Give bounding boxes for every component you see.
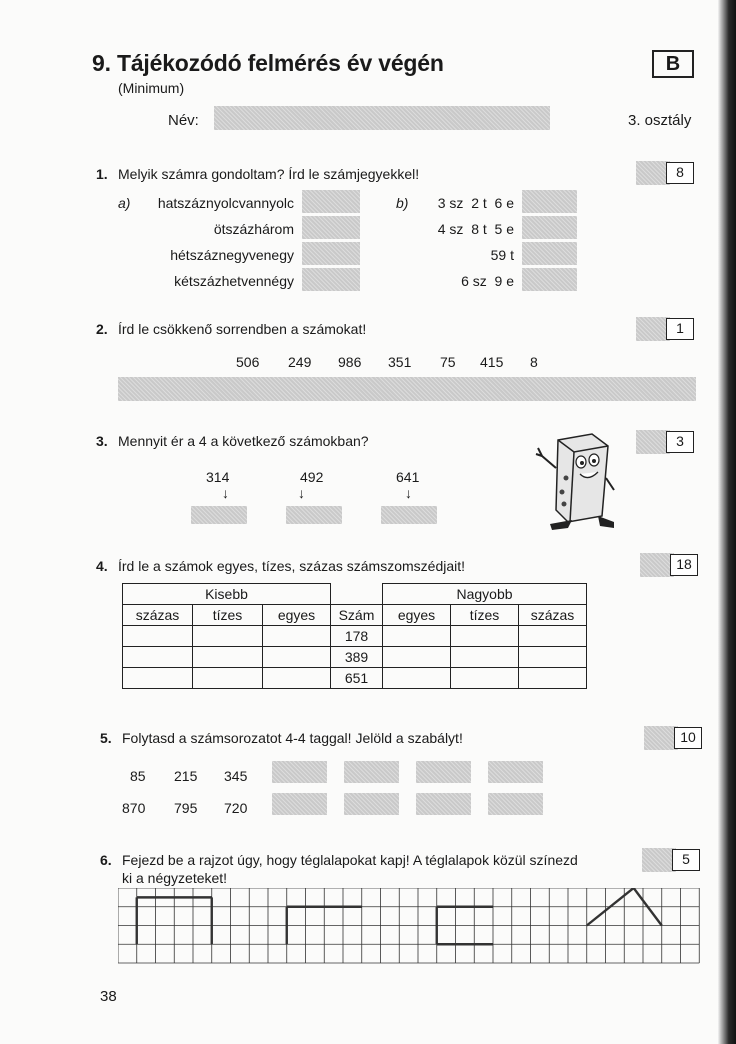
q1-score-field[interactable] [636, 161, 670, 185]
q3-number-item: 492 [300, 469, 324, 485]
q6-number: 6. [100, 852, 112, 868]
table-cell-input[interactable] [519, 626, 587, 647]
q1-b-answer-field[interactable] [522, 242, 577, 265]
q1-number: 1. [96, 166, 108, 182]
name-input[interactable] [214, 106, 550, 130]
q3-number: 3. [96, 433, 108, 449]
table-header: egyes [263, 605, 331, 626]
table-row [123, 647, 587, 668]
table-cell-input[interactable] [193, 626, 263, 647]
q2-score-field[interactable] [636, 317, 670, 341]
table-header: tízes [193, 605, 263, 626]
q5-answer-field[interactable] [416, 761, 471, 783]
table-spacer [331, 584, 383, 605]
q1-b-answer-field[interactable] [522, 190, 577, 213]
q2-number-item: 415 [480, 354, 504, 370]
q3-answer-field[interactable] [286, 506, 342, 524]
table-cell-number: 178 [331, 626, 383, 647]
q1-b-answer-field[interactable] [522, 216, 577, 239]
q2-number-item: 506 [236, 354, 260, 370]
q2-number-item: 986 [338, 354, 362, 370]
q1-b-item: 4 sz 8 t 5 e [437, 221, 514, 237]
q1-a-item: hatszáznyolcvannyolc [157, 195, 294, 211]
table-group-header: Nagyobb [383, 584, 587, 605]
q5-sequence-item: 215 [174, 768, 198, 784]
table-header: egyes [383, 605, 451, 626]
q6-text-line2: ki a négyzeteket! [122, 870, 228, 886]
q5-answer-field[interactable] [488, 761, 543, 783]
table-header: tízes [451, 605, 519, 626]
table-cell-input[interactable] [451, 668, 519, 689]
q4-max-score: 18 [670, 554, 698, 576]
q1-b-label: b) [396, 195, 409, 211]
version-badge: B [652, 50, 694, 78]
table-row [123, 626, 587, 647]
table-cell-number: 389 [331, 647, 383, 668]
drawing-grid[interactable] [118, 888, 700, 964]
q3-max-score: 3 [666, 431, 694, 453]
table-cell-input[interactable] [193, 668, 263, 689]
q1-b-item: 6 sz 9 e [461, 273, 514, 289]
page-number: 38 [100, 988, 117, 1005]
q2-answer-field[interactable] [118, 377, 696, 401]
arrow-down-icon: ↓ [298, 485, 305, 501]
q5-answer-field[interactable] [272, 793, 327, 815]
table-cell-input[interactable] [383, 668, 451, 689]
q5-sequence-item: 795 [174, 800, 198, 816]
neighbors-table [122, 583, 587, 689]
table-cell-input[interactable] [263, 668, 331, 689]
q3-text: Mennyit ér a 4 a következő számokban? [118, 433, 369, 449]
q5-max-score: 10 [674, 727, 702, 749]
class-label: 3. osztály [628, 112, 692, 129]
q5-answer-field[interactable] [416, 793, 471, 815]
table-row [123, 668, 587, 689]
q2-number-item: 249 [288, 354, 312, 370]
table-cell-input[interactable] [451, 626, 519, 647]
q3-number-item: 641 [396, 469, 420, 485]
table-cell-input[interactable] [263, 626, 331, 647]
table-cell-input[interactable] [123, 626, 193, 647]
q5-answer-field[interactable] [344, 793, 399, 815]
q4-text: Írd le a számok egyes, tízes, százas számszomszédjait! [118, 558, 466, 574]
q2-number-item: 75 [440, 354, 456, 370]
q1-a-item: hétszáznegyvenegy [170, 247, 294, 263]
table-cell-input[interactable] [123, 647, 193, 668]
q4-score-field[interactable] [640, 553, 674, 577]
table-cell-input[interactable] [519, 647, 587, 668]
q5-answer-field[interactable] [488, 793, 543, 815]
table-header: százas [519, 605, 587, 626]
table-cell-input[interactable] [263, 647, 331, 668]
q1-b-item: 3 sz 2 t 6 e [437, 195, 514, 211]
table-cell-input[interactable] [383, 647, 451, 668]
q1-a-answer-field[interactable] [302, 268, 360, 291]
dice-mascot-icon [528, 428, 618, 538]
q5-answer-field[interactable] [344, 761, 399, 783]
table-cell-number: 651 [331, 668, 383, 689]
q1-text: Melyik számra gondoltam? Írd le számjegyekkel! [118, 166, 420, 182]
q1-b-answer-field[interactable] [522, 268, 577, 291]
q3-number-item: 314 [206, 469, 230, 485]
arrow-down-icon: ↓ [405, 485, 412, 501]
q1-a-answer-field[interactable] [302, 216, 360, 239]
q3-answer-field[interactable] [381, 506, 437, 524]
q2-number: 2. [96, 321, 108, 337]
q6-score-field[interactable] [642, 848, 676, 872]
page-subtitle: (Minimum) [118, 80, 185, 96]
q5-text: Folytasd a számsorozatot 4-4 taggal! Jelöld a szabályt! [122, 730, 463, 746]
q6-max-score: 5 [672, 849, 700, 871]
table-cell-input[interactable] [519, 668, 587, 689]
q5-sequence-item: 870 [122, 800, 146, 816]
q5-number: 5. [100, 730, 112, 746]
q1-b-item: 59 t [490, 247, 514, 263]
q2-text: Írd le csökkenő sorrendben a számokat! [118, 321, 367, 337]
q5-sequence-item: 345 [224, 768, 248, 784]
table-cell-input[interactable] [383, 626, 451, 647]
table-cell-input[interactable] [123, 668, 193, 689]
q2-number-item: 351 [388, 354, 412, 370]
page-title: 9. Tájékozódó felmérés év végén [92, 50, 444, 76]
q2-max-score: 1 [666, 318, 694, 340]
q1-max-score: 8 [666, 162, 694, 184]
q1-a-answer-field[interactable] [302, 190, 360, 213]
table-cell-input[interactable] [193, 647, 263, 668]
drawing-grid-canvas[interactable] [118, 888, 700, 964]
q1-a-item: kétszázhetvennégy [174, 273, 294, 289]
q3-score-field[interactable] [636, 430, 670, 454]
q5-score-field[interactable] [644, 726, 678, 750]
name-label: Név: [168, 112, 199, 129]
table-header: Szám [331, 605, 383, 626]
q5-answer-field[interactable] [272, 761, 327, 783]
q1-a-answer-field[interactable] [302, 242, 360, 265]
q1-a-label: a) [118, 195, 131, 211]
q5-sequence-item: 720 [224, 800, 248, 816]
table-cell-input[interactable] [451, 647, 519, 668]
arrow-down-icon: ↓ [222, 485, 229, 501]
q2-number-item: 8 [530, 354, 538, 370]
q4-number: 4. [96, 558, 108, 574]
table-group-header: Kisebb [123, 584, 331, 605]
q5-sequence-item: 85 [130, 768, 146, 784]
q6-text-line1: Fejezd be a rajzot úgy, hogy téglalapokat kapj! A téglalapok közül színezd [122, 852, 578, 868]
q1-a-item: ötszázhárom [213, 221, 294, 237]
q3-answer-field[interactable] [191, 506, 247, 524]
table-header: százas [123, 605, 193, 626]
page-edge-shadow [718, 0, 736, 1044]
